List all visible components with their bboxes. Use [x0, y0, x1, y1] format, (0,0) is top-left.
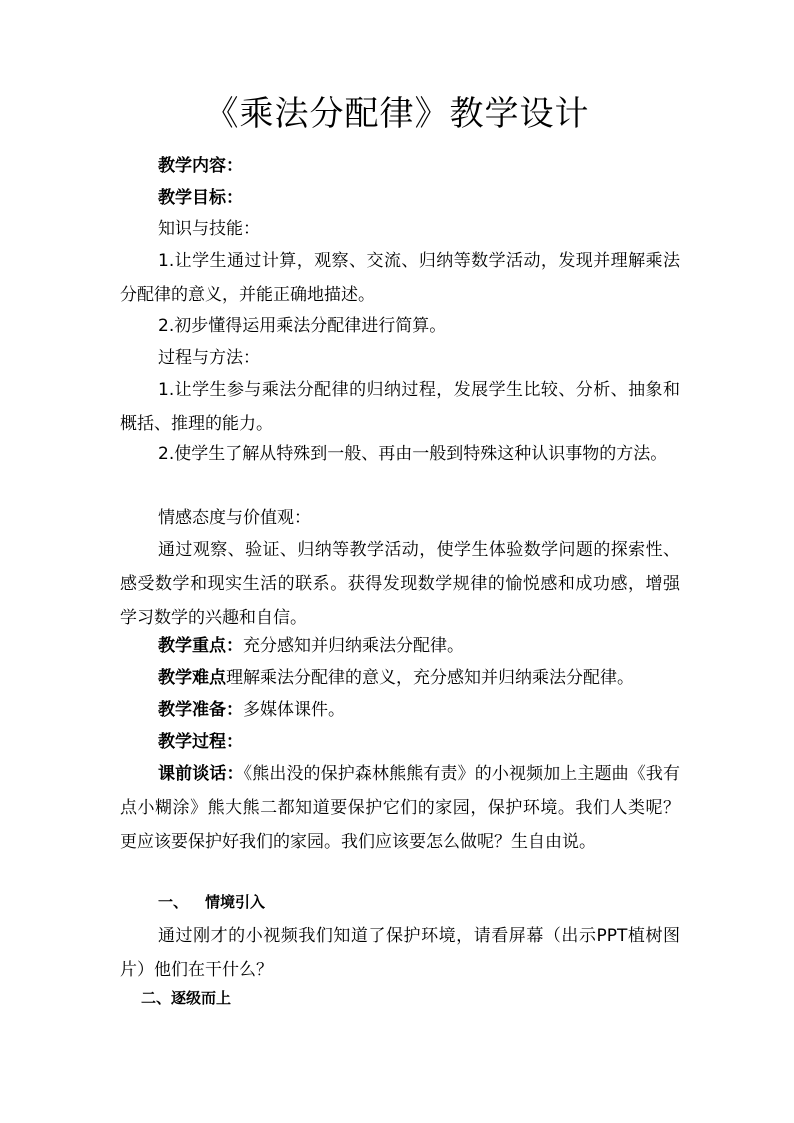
section-2-title: 二、逐级而上 [141, 989, 232, 1007]
teaching-content-label: 教学内容： [158, 156, 243, 176]
emotion-paragraph: 通过观察、验证、归纳等教学活动，使学生体验数学问题的探索性、感受数学和现实生活的联系。获得发现数学规律的愉悦感和成功感，增强学习数学的兴趣和自信。 [120, 540, 680, 628]
section-1-paragraph: 通过刚才的小视频我们知道了保护环境，请看屏幕（出示PPT植树图片）他们在干什么？ [120, 926, 680, 980]
key-point-text: 充分感知并归纳乘法分配律。 [243, 636, 464, 656]
section-1-title: 情境引入 [205, 893, 266, 911]
document-title: 《乘法分配律》教学设计 [204, 94, 590, 134]
preparation-text: 多媒体课件。 [243, 700, 345, 720]
preparation-line [158, 693, 345, 727]
pre-class-label: 课前谈话： [158, 764, 244, 784]
process-methods-heading: 过程与方法： [158, 348, 260, 368]
knowledge-paragraph-1: 1.让学生通过计算，观察、交流、归纳等数学活动，发现并理解乘法分配律的意义，并能正确地描述。 [120, 251, 680, 305]
section-1-number: 一、 [158, 893, 189, 911]
pre-class-text: 《熊出没的保护森林熊熊有责》的小视频加上主题曲《我有点小糊涂》熊大熊二都知道要保护它们的家园，保护环境。我们人类呢？更应该要保护好我们的家园。我们应该要怎么做呢？生自由说。 [120, 764, 681, 852]
teaching-procedure-label: 教学过程： [158, 732, 243, 752]
teaching-objectives-label: 教学目标： [158, 188, 243, 208]
process-paragraph-1: 1.让学生参与乘法分配律的归纳过程，发展学生比较、分析、抽象和概括、推理的能力。 [120, 380, 680, 434]
difficulty-text: 理解乘法分配律的意义，充分感知并归纳乘法分配律。 [226, 668, 634, 688]
pre-class-paragraph [120, 757, 680, 859]
key-point-line [158, 629, 464, 663]
process-paragraph-2: 2.使学生了解从特殊到一般、再由一般到特殊这种认识事物的方法。 [158, 444, 668, 464]
emotion-values-heading: 情感态度与价值观： [158, 508, 311, 528]
difficulty-label: 教学难点 [158, 668, 226, 688]
key-point-label: 教学重点： [158, 636, 243, 656]
preparation-label: 教学准备： [158, 700, 243, 720]
knowledge-skills-heading: 知识与技能： [158, 219, 260, 239]
knowledge-paragraph-2: 2.初步懂得运用乘法分配律进行简算。 [158, 316, 447, 336]
difficulty-line [158, 661, 634, 695]
